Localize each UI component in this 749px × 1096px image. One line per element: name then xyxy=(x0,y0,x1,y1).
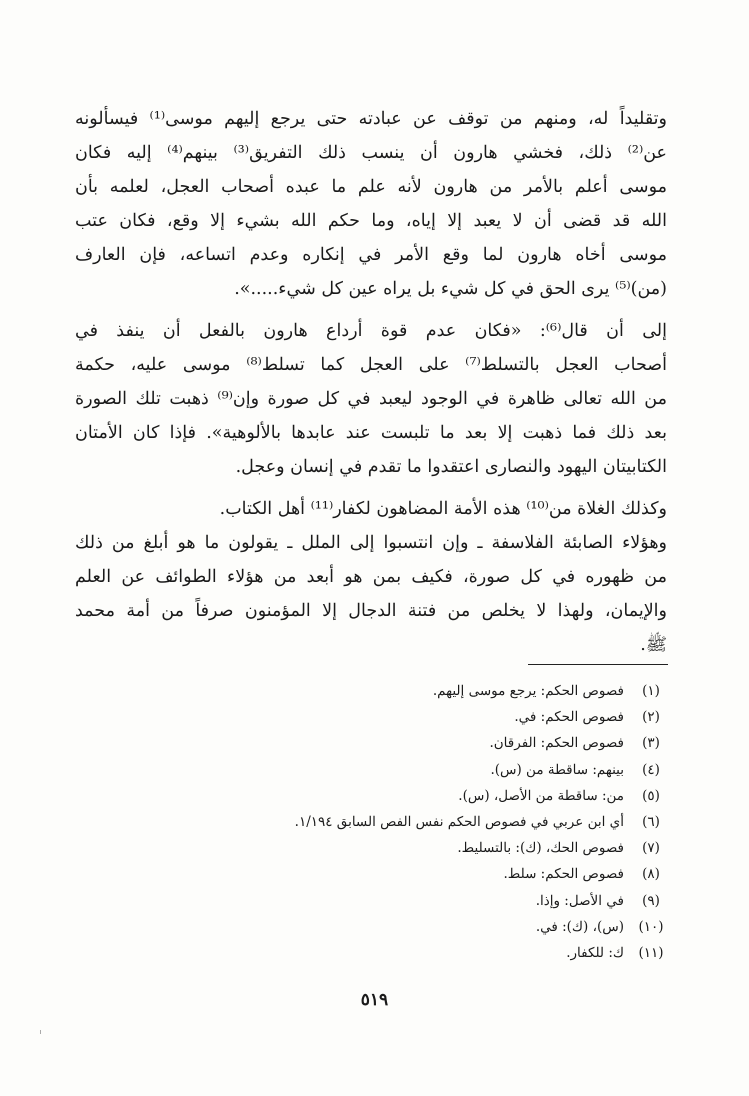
text-line: وكذلك الغلاة من⁽¹⁰⁾ هذه الأمة المضاهون لكفار⁽¹¹⁾ أهل الكتاب. xyxy=(219,499,667,519)
footnotes xyxy=(150,678,670,966)
footnote-text: فصوص الحكم: الفرقان. xyxy=(489,735,624,752)
text-line: من ظهوره في كل صورة، فكيف بمن هو أبعد من هؤلاء الطوائف عن العلم xyxy=(75,567,667,587)
footnote-number: (٢) xyxy=(642,709,660,726)
text-line: من الله تعالى ظاهرة في الوجود ليعبد في كل صورة وإن⁽⁹⁾ ذهبت تلك الصورة xyxy=(75,389,667,409)
footnote xyxy=(150,914,670,940)
text-line: وتقليداً له، ومنهم من توقف عن عبادته حتى يرجع إليهم موسى⁽¹⁾ فيسألونه xyxy=(75,109,667,129)
footnote-text: بينهم: ساقطة من (س). xyxy=(490,761,624,778)
footnote-number: (٨) xyxy=(642,866,660,883)
footnote-number: (٣) xyxy=(642,735,660,752)
footnote xyxy=(150,809,670,835)
text-line: ﷺ. xyxy=(640,635,667,655)
footnote-number: (١١) xyxy=(638,944,664,961)
text-line: وهؤلاء الصابئة الفلاسفة ـ وإن انتسبوا إلى الملل ـ يقولون ما هو أبلغ من ذلك xyxy=(75,533,667,553)
scan-mark xyxy=(40,1030,41,1034)
footnote-text: فصوص الحكم: سلط. xyxy=(503,866,624,883)
footnote xyxy=(150,730,670,756)
footnote xyxy=(150,757,670,783)
paragraph-2 xyxy=(75,314,667,484)
text-line: بعد ذلك فما ذهبت إلا بعد ما تلبست عند عابدها بالألوهية». فإذا كان الأمتان xyxy=(75,423,667,443)
footnote-number: (٩) xyxy=(642,892,660,909)
footnote-text: من: ساقطة من الأصل، (س). xyxy=(458,787,624,804)
text-line: موسى أعلم بالأمر من هارون لأنه علم ما عبده أصحاب العجل، لعلمه بأن xyxy=(75,177,667,197)
footnote xyxy=(150,678,670,704)
footnote-text: أي ابن عربي في فصوص الحكم نفس الفص السابق ١/١٩٤. xyxy=(294,813,624,830)
footnote-divider xyxy=(528,664,668,665)
text-line: عن⁽²⁾ ذلك، فخشي هارون أن ينسب ذلك التفريق⁽³⁾ بينهم⁽⁴⁾ إليه فكان xyxy=(75,143,667,163)
footnote-number: (٥) xyxy=(642,787,660,804)
text-line: الكتابيتان اليهود والنصارى اعتقدوا ما تقدم في إنسان وعجل. xyxy=(235,457,667,477)
text-line: إلى أن قال⁽⁶⁾: «فكان عدم قوة أرداع هارون بالفعل أن ينفذ في xyxy=(75,321,667,341)
footnote xyxy=(150,835,670,861)
footnote-number: (٧) xyxy=(642,840,660,857)
paragraph-1 xyxy=(75,102,667,306)
footnote-text: فصوص الحكم: يرجع موسى إليهم. xyxy=(432,683,624,699)
footnote-text: ك: للكفار. xyxy=(566,944,624,961)
text-line: موسى أخاه هارون لما وقع الأمر في إنكاره وعدم اتساعه، فإن العارف xyxy=(75,245,667,265)
footnote-number: (١٠) xyxy=(638,918,664,935)
footnote xyxy=(150,888,670,914)
footnote-number: (٤) xyxy=(642,761,660,778)
footnote xyxy=(150,861,670,887)
footnote-number: (١) xyxy=(642,683,660,699)
footnote-number: (٦) xyxy=(642,813,660,830)
footnote xyxy=(150,783,670,809)
footnote-text: في الأصل: وإذا. xyxy=(535,892,624,909)
page-number: ٥١٩ xyxy=(360,990,389,1010)
main-text xyxy=(75,102,667,662)
footnote xyxy=(150,940,670,966)
text-line: الله قد قضى أن لا يعبد إلا إياه، وما حكم الله بشيء إلا وقع، فكان عتب xyxy=(75,211,667,231)
text-line: (من)⁽⁵⁾ يرى الحق في كل شيء بل يراه عين كل شيء.....». xyxy=(234,279,667,299)
footnote xyxy=(150,704,670,730)
footnote-text: فصوص الحك، (ك): بالتسليط. xyxy=(457,840,624,857)
text-line: أصحاب العجل بالتسلط⁽⁷⁾ على العجل كما تسلط⁽⁸⁾ موسى عليه، حكمة xyxy=(75,355,667,375)
paragraph-3 xyxy=(75,492,667,662)
footnote-text: (س)، (ك): في. xyxy=(535,918,624,935)
footnote-text: فصوص الحكم: في. xyxy=(514,709,624,726)
text-line: والإيمان، ولهذا لا يخلص من فتنة الدجال إلا المؤمنون صرفاً من أمة محمد xyxy=(75,601,667,621)
